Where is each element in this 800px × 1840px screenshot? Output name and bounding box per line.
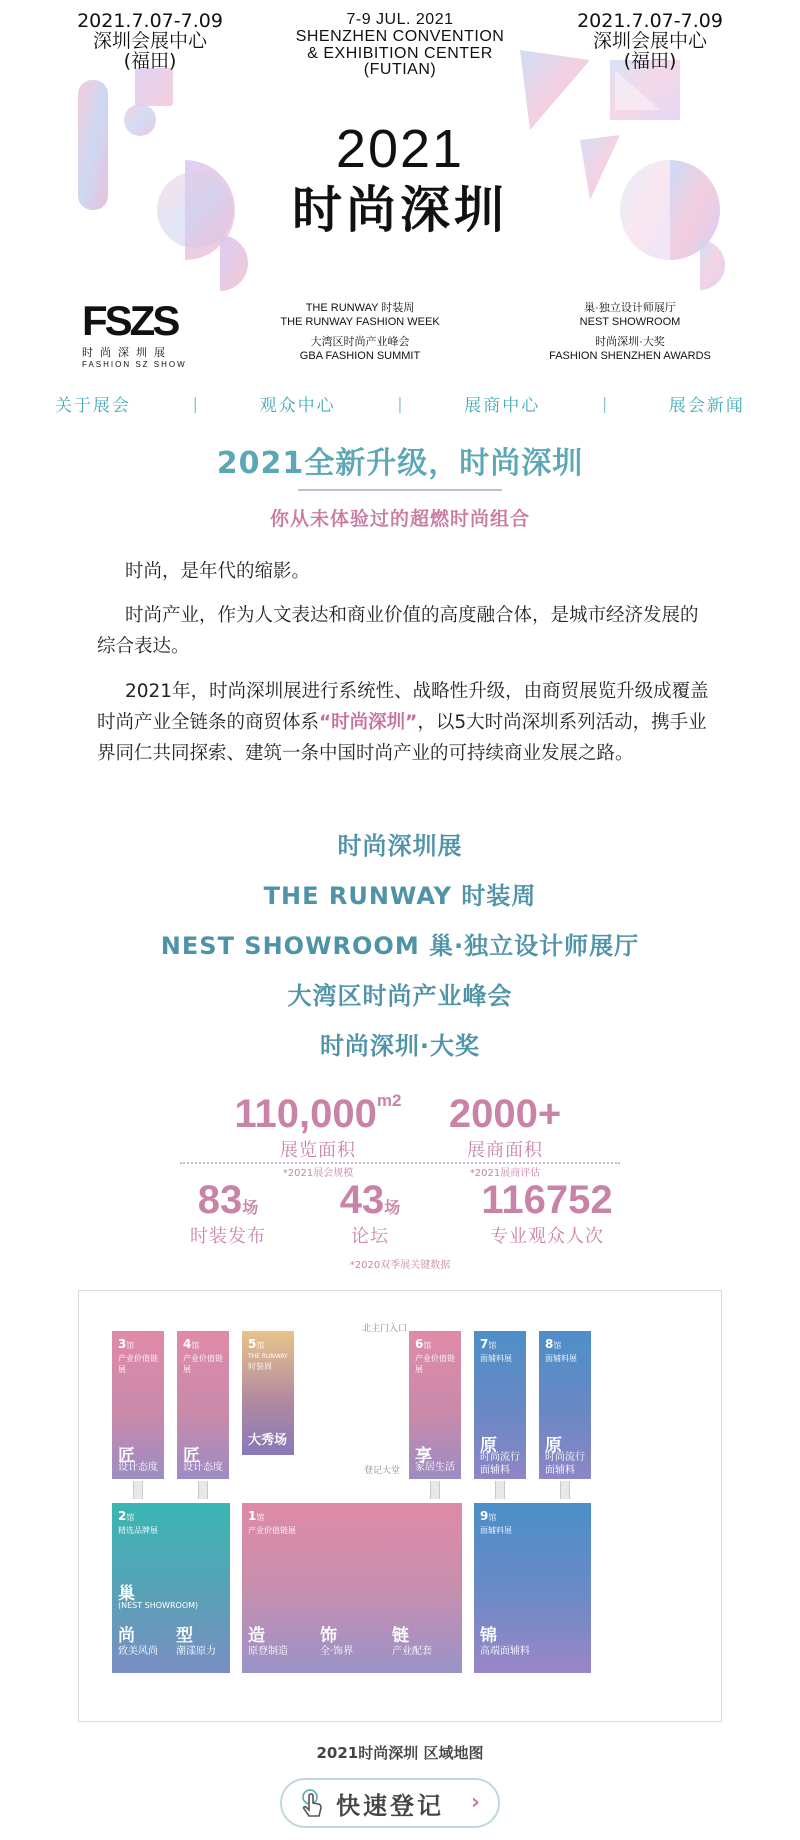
intro-p3-quote: “时尚深圳” [319,712,418,733]
fszs-logo [82,297,212,369]
hall-3-suffix: 馆 [126,1341,135,1350]
hall-1-number: 1 [248,1509,257,1523]
intro-paragraph-2: 时尚产业，作为人文表达和商业价值的高度融合体，是城市经济发展的综合表达。 [97,605,699,657]
hall-5-num [248,1337,264,1351]
header-date-left [50,12,250,72]
intro-p3-a: 2021年，时尚深圳展进行系统性、战略性升级，由商贸展览升级成覆盖时尚产业全链条的商贸体系 [97,681,709,733]
nav-separator: | [192,393,199,413]
hall-5[interactable] [242,1331,294,1455]
hall-connector [560,1481,570,1499]
stat-shows-unit: 场 [242,1200,259,1217]
event-runway-en: THE RUNWAY FASHION WEEK [280,315,440,328]
hall-8-desc2: 面辅料 [545,1465,575,1476]
hall-1-c1: 造 [248,1626,265,1646]
event-runway-cn: THE RUNWAY 时装周 [305,302,415,314]
intro-paragraph-3 [97,676,712,769]
hall-2-sub: 精选品牌展 [118,1526,158,1535]
event-nest-cn: 巢·独立设计师展厅 [584,302,676,314]
venue-map [78,1290,722,1722]
header-left-date: 2021.7.07-7.09 [77,10,223,32]
hall-6-sub: 产业价值链展 [415,1354,455,1374]
hall-8-sub: 面辅料展 [545,1354,577,1363]
map-caption: 2021时尚深圳 区域地图 [316,1744,484,1762]
hall-7-num [480,1337,496,1351]
event-summit [250,336,470,364]
hall-6-big: 享 [415,1446,432,1466]
stat-area-value [218,1091,418,1136]
hall-3-desc: 设计态度 [118,1462,158,1473]
hall-2-suffix: 馆 [126,1513,135,1522]
page-title: 时尚深圳 [292,181,508,239]
nav-visitor-center[interactable]: 观众中心 [259,395,336,416]
stat-shows [178,1180,278,1248]
intro-paragraph-1: 时尚，是年代的缩影。 [125,561,311,582]
event-nest [510,302,750,330]
hall-7-sub: 面辅料展 [480,1354,512,1363]
hand-tap-icon [296,1786,332,1822]
stat-exhibitors-label: 展商面积 [467,1140,543,1161]
hall-4-desc: 设计态度 [183,1462,223,1473]
hall-3[interactable] [112,1331,164,1479]
quick-register-label: 快速登记 [336,1791,444,1820]
hall-connector [430,1481,440,1499]
chevron-right-icon: › [470,1790,480,1815]
hall-4-number: 4 [183,1337,192,1351]
event-nest-en: NEST SHOWROOM [579,315,681,328]
series-item-fashion-show[interactable]: 时尚深圳展 [337,832,463,860]
stat-forums-label: 论坛 [351,1226,389,1247]
hall-8-number: 8 [545,1337,554,1351]
nav-about[interactable]: 关于展会 [55,395,131,416]
hall-4-suffix: 馆 [191,1341,200,1350]
event-summit-en: GBA FASHION SUMMIT [299,349,421,362]
stat-visitors-value: 116752 [481,1178,613,1222]
header-date-right [545,12,755,72]
hall-8-desc [545,1451,585,1477]
stat-forums-number: 43 [339,1178,385,1222]
hall-8-desc1: 时尚流行 [545,1452,585,1463]
stat-forums [320,1180,420,1248]
header-left-venue: 深圳会展中心 [92,29,207,52]
hall-2-desc2: 致美风尚 [118,1646,158,1657]
stat-exhibitors-value: 2000+ [448,1092,562,1136]
nav-exhibitor-center[interactable]: 展商中心 [464,395,541,416]
hall-1-d1: 原登制造 [248,1646,288,1657]
hall-9-big: 锦 [480,1626,497,1646]
hall-1-d3: 产业配套 [392,1646,432,1657]
hall-2[interactable] [112,1503,230,1673]
hall-2-num [118,1509,134,1523]
hall-4-num [183,1337,199,1351]
stat-area-unit: m2 [376,1091,402,1110]
hall-9-number: 9 [480,1509,489,1523]
stat-area-number: 110,000 [234,1092,377,1136]
hall-4-sub: 产业价值链展 [183,1354,223,1374]
header-mid-line2: & EXHIBITION CENTER [307,44,493,62]
hall-5-sub2: 时装周 [248,1362,272,1371]
hall-9-num [480,1509,496,1523]
hall-2-big3: 型 [176,1626,193,1646]
header-date-middle [260,12,540,79]
stats-divider [180,1162,620,1164]
logo-en: FASHION SZ SHOW [82,360,187,369]
event-runway [250,302,470,330]
stat-shows-value [178,1180,278,1220]
event-awards-en: FASHION SHENZHEN AWARDS [549,349,711,362]
hall-1-d2: 全·饰界 [320,1646,354,1657]
series-item-runway[interactable]: THE RUNWAY 时装周 [263,882,537,910]
hall-1-num [248,1509,264,1523]
hall-9-desc: 高端面辅料 [480,1646,530,1657]
hall-2-desc3: 潮漾原力 [176,1646,216,1657]
hall-connector [495,1481,505,1499]
hall-5-sub1: THE RUNWAY [248,1353,288,1360]
stat-forums-value [320,1180,420,1220]
hall-7-big: 原 [480,1436,497,1456]
hall-8-suffix: 馆 [553,1341,562,1350]
hall-1-suffix: 馆 [256,1513,265,1522]
series-item-nest[interactable]: NEST SHOWROOM 巢·独立设计师展厅 [160,932,640,960]
hall-7-suffix: 馆 [488,1341,497,1350]
stat-visitors [462,1180,632,1248]
hall-8[interactable] [539,1331,591,1479]
header-right-date: 2021.7.07-7.09 [577,10,723,32]
hall-1-sub: 产业价值链展 [248,1526,296,1535]
header-mid-date: 7-9 JUL. 2021 [346,11,454,28]
hall-connector [198,1481,208,1499]
header-mid-line1: SHENZHEN CONVENTION [295,27,505,45]
hall-6-number: 6 [415,1337,424,1351]
hall-8-big: 原 [545,1436,562,1456]
event-summit-cn: 大湾区时尚产业峰会 [310,336,410,348]
hall-3-big: 匠 [118,1446,135,1466]
hall-6-suffix: 馆 [423,1341,432,1350]
stat-exhibitors [430,1094,580,1179]
hall-connector [133,1481,143,1499]
hall-4-big: 匠 [183,1446,200,1466]
stat-shows-label: 时装发布 [190,1226,266,1247]
hall-1[interactable] [242,1503,462,1673]
series-item-summit[interactable]: 大湾区时尚产业峰会 [287,982,513,1010]
hall-3-num [118,1337,134,1351]
headline-divider [298,489,502,491]
quick-register-button[interactable] [280,1778,500,1828]
event-awards-cn: 时尚深圳·大奖 [595,336,665,348]
hall-5-suffix: 馆 [256,1341,265,1350]
hall-2-big2: 尚 [118,1626,135,1646]
event-awards [510,336,750,364]
hall-7-desc [480,1451,520,1477]
hall-9-suffix: 馆 [488,1513,497,1522]
header-left-district: (福田) [123,49,177,72]
stat-forums-unit: 场 [384,1200,401,1217]
nav-separator: | [601,393,608,413]
intro-headline: 2021全新升级，时尚深圳 [216,446,584,481]
hall-7-number: 7 [480,1337,489,1351]
header-right-district: (福田) [623,49,677,72]
nav-news[interactable]: 展会新闻 [668,395,745,416]
header-banner [0,0,800,395]
hall-1-c2: 饰 [320,1626,337,1646]
header-right-venue: 深圳会展中心 [592,29,707,52]
hall-3-number: 3 [118,1337,127,1351]
hall-7-desc2: 面辅料 [480,1465,510,1476]
header-mid-line3: (FUTIAN) [363,61,437,79]
hall-5-number: 5 [248,1337,257,1351]
hall-3-sub: 产业价值链展 [118,1354,158,1374]
map-entrance-label: 北主门入口 [362,1324,408,1334]
hall-7-desc1: 时尚流行 [480,1452,520,1463]
series-item-awards[interactable]: 时尚深圳·大奖 [319,1032,481,1060]
hall-6[interactable] [409,1331,461,1479]
hall-2-nest: (NEST SHOWROOM) [118,1601,199,1610]
stat-area [218,1091,418,1179]
hall-1-c3: 链 [392,1626,409,1646]
hall-4[interactable] [177,1331,229,1479]
stat-shows-number: 83 [197,1178,243,1222]
hall-2-number: 2 [118,1509,127,1523]
stat-visitors-label: 专业观众人次 [490,1226,604,1247]
header-year: 2021 [335,119,465,179]
stat-area-note: *2021展会规模 [282,1168,354,1179]
hall-7[interactable] [474,1331,526,1479]
intro-subhead: 你从未体验过的超燃时尚组合 [269,508,530,530]
main-nav [55,388,745,418]
hall-5-big: 大秀场 [248,1433,288,1448]
stat-area-label: 展览面积 [280,1140,356,1161]
stats-footnote: *2020双季展关键数据 [349,1260,451,1271]
hall-8-num [545,1337,561,1351]
hall-9[interactable] [474,1503,591,1673]
stat-exhibitors-note: *2021展商评估 [469,1168,541,1179]
nav-separator: | [397,393,403,413]
logo-cn: 时尚深圳展 [82,346,172,359]
hall-6-desc: 家居生活 [415,1462,455,1473]
hall-6-num [415,1337,431,1351]
hall-9-sub: 面辅料展 [480,1526,512,1535]
map-lobby-label: 登记大堂 [364,1466,401,1476]
intro-p3-b: ，以5大时尚深圳系列活动，携手业界同仁共同探索、建筑一条中国时尚产业的可持续商业发展之路。 [97,712,707,764]
logo-mark: FSZS [82,297,178,344]
hall-2-big: 巢 [118,1584,135,1604]
